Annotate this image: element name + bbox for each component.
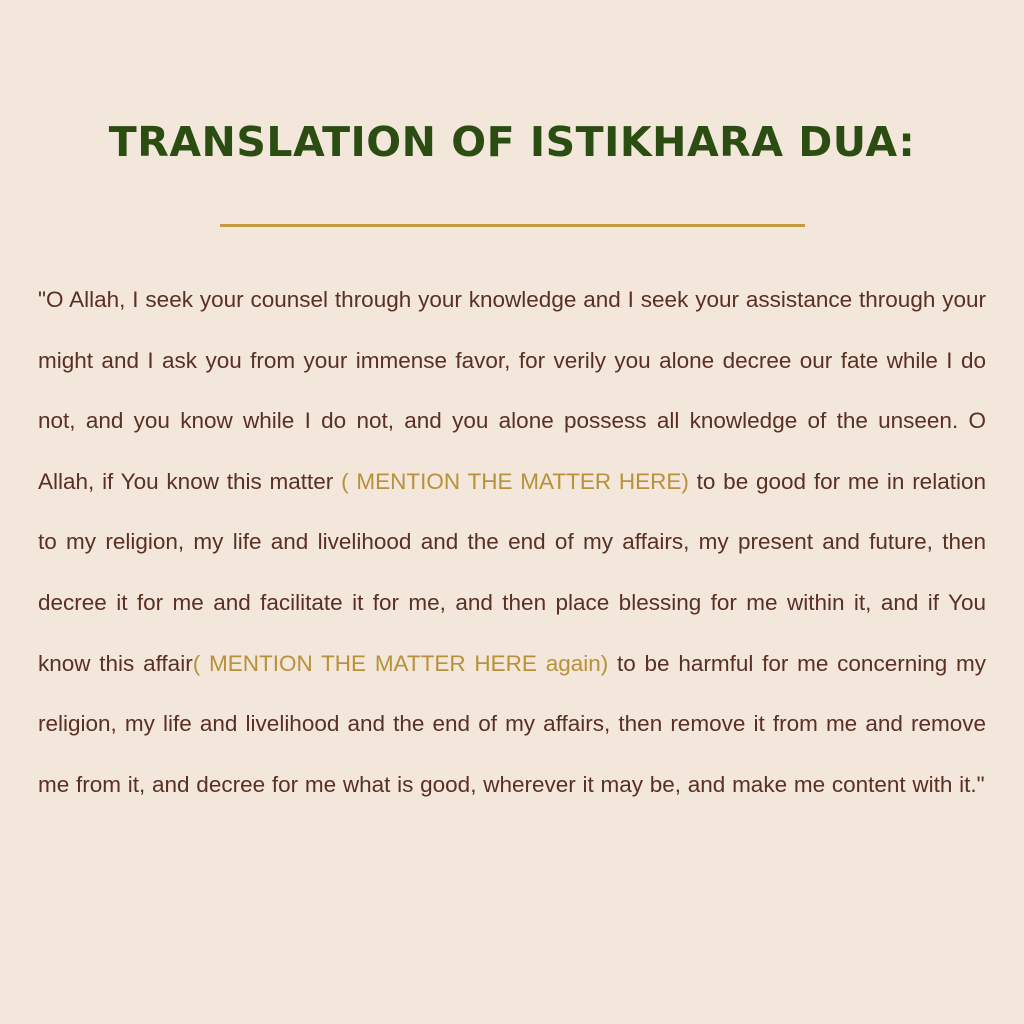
- dua-text-part-1: "O Allah, I seek your counsel through your knowledge and I seek your assistance through your might and I ask you from your immense favor, for verily you alone decree our fate while I do not, and you know while I do not, and you alone possess all knowledge of the unseen. O Allah, if You know this matter: [38, 287, 986, 494]
- page-title: TRANSLATION OF ISTIKHARA DUA:: [108, 118, 916, 166]
- matter-placeholder-1: ( MENTION THE MATTER HERE): [341, 468, 689, 494]
- dua-translation-text: [38, 270, 986, 815]
- title-divider: [220, 224, 805, 227]
- dua-text-part-2: to be good for me in relation to my religion, my life and livelihood and the end of my affairs, my present and future, then decree it for me and facilitate it for me, and then place blessing for me within it, and if You know this affair: [38, 468, 986, 676]
- matter-placeholder-2: ( MENTION THE MATTER HERE again): [192, 650, 609, 676]
- dua-text-part-3: to be harmful for me concerning my religion, my life and livelihood and the end of my affairs, then remove it from me and remove me from it, and decree for me what is good, wherever it may be, and make me content with it.": [38, 650, 986, 797]
